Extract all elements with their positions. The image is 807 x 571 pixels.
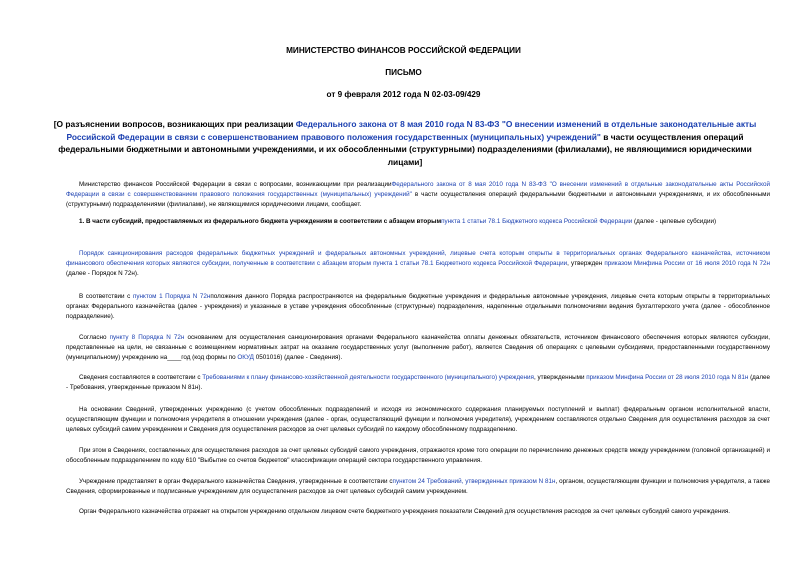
- paragraph-text: положения данного Порядка распространяются на федеральные бюджетные учреждения и федеральные автономные учреждения, лицевые счета которым открыты в территориальных органах Федерального казначейства (далее - учреждения) и указанные в уставе учреждения обособленные (структурные) подразделения, наделенные отдельными полномочиями ведения бухгалтерского учета (далее - обособленное подразделение).: [66, 293, 771, 320]
- paragraph-text: Согласно: [79, 334, 110, 341]
- document-title: [47, 118, 763, 168]
- paragraph-intro: [66, 180, 770, 210]
- point-8-order-link[interactable]: пункту 8 Порядка N 72н: [109, 334, 185, 341]
- paragraph-text: 0501016) (далее - Сведения).: [253, 354, 343, 361]
- procedure-link[interactable]: Порядок санкционирования расходов федеральных бюджетных учреждений и федеральных автономных учреждений, лицевые счета которым открыты в территориальных органах Федерального казначейства, источником финансового обеспечения которых являются субсидии, полученные в соответствии с абзацем вторым пункта 1 статьи 78.1 Бюджетного кодекса Российской Федерации: [66, 250, 770, 267]
- paragraph-text: Министерство финансов Российской Федерации в связи с вопросами, возникающими при реализации: [79, 181, 392, 188]
- paragraph-submission: [66, 477, 770, 497]
- paragraph-text: (далее - Требования, утвержденные приказом N 81н).: [66, 374, 771, 391]
- paragraph-text: , утвержден: [567, 260, 605, 267]
- paragraph-text: Сведения составляются в соответствии с: [79, 374, 203, 381]
- law-link[interactable]: Федерального закона от 8 мая 2010 года N 83-ФЗ "О внесении изменений в отдельные законодательные акты Российской Федерации в связи с совершенствованием правового положения государственных (муниципальных) учреждений": [66, 181, 771, 198]
- okud-link[interactable]: ОКУД: [237, 354, 254, 361]
- order-72n-link[interactable]: приказом Минфина России от 16 июля 2010 года N 72н: [604, 260, 770, 267]
- title-text-start: [О разъяснении вопросов, возникающих при реализации: [53, 119, 296, 129]
- section-heading: 1. В части субсидий, предоставляемых из федерального бюджета учреждениям в соответствии с абзацем вторым: [79, 218, 442, 225]
- paragraph-basis-info: На основании Сведений, утвержденных учреждению (с учетом обособленных подразделений и исходя из экономического содержания планируемых поступлений и выплат) федеральным органом исполнительной власти, осуществляющим функции и полномочия учредителя в отношении учреждения (далее - орган, осуществляющий функции и полномочия учредителя), учреждением составляются отдельно Сведения для осуществления расходов за счет целевых субсидий самим учреждением и Сведения для осуществления расходов за счет целевых субсидий по каждому обособленному подразделению.: [66, 406, 770, 433]
- ministry-heading: МИНИСТЕРСТВО ФИНАНСОВ РОССИЙСКОЙ ФЕДЕРАЦИИ: [286, 46, 521, 55]
- paragraph-text: Учреждение представляет в орган Федерального казначейства Сведения, утвержденные в соответствии с: [79, 478, 393, 485]
- title-law-link[interactable]: Федерального закона от 8 мая 2010 года N 83-ФЗ "О внесении изменений в отдельные законодательные акты Российской Федерации в связи с совершенствованием правового положения государственных (муниципальных) учреждений": [66, 119, 757, 142]
- order-81n-link[interactable]: приказом Минфина России от 28 июля 2010 года N 81н: [586, 374, 749, 381]
- paragraph-text: (далее - Порядок N 72н).: [66, 270, 139, 277]
- paragraph-text: основанием для осуществления санкционирования органами Федерального казначейства оплаты денежных обязательств, источником финансового обеспечения которых являются субсидии, представленные на цели, не связанные с возмещением нормативных затрат на оказание государственных услуг (выполнение работ), является Сведения об операциях с целевыми субсидиями, предоставленными государственному (муниципальному) учреждению на____год (код формы по: [66, 334, 770, 361]
- paragraph-text: , утвержденными: [533, 374, 587, 381]
- budget-code-link[interactable]: пункта 1 статьи 78.1 Бюджетного кодекса Российской Федерации: [441, 218, 633, 225]
- paragraph-text: (далее - целевые субсидии): [632, 218, 717, 225]
- paragraph-text: , органом, осуществляющим функции и полномочия учредителя, а также Сведения, сформированные и подписанные учреждением для осуществления расходов за счет целевых субсидий самим учреждением.: [66, 478, 770, 495]
- point-24-link[interactable]: пунктом 24 Требований, утвержденных приказом N 81н: [392, 478, 556, 485]
- paragraph-procedure: [66, 249, 770, 279]
- paragraph-basis: [66, 333, 770, 363]
- document-date-number: от 9 февраля 2012 года N 02-03-09/429: [326, 90, 481, 99]
- point-1-order-link[interactable]: пунктом 1 Порядка N 72н: [132, 293, 211, 300]
- paragraph-requirements: [66, 373, 770, 393]
- title-text-end: в части осуществления операций федеральными бюджетными и автономными учреждениями, и их обособленными (структурными) подразделениями (филиалами), не являющимися юридическими лицами]: [58, 131, 752, 167]
- paragraph-scope: [66, 292, 770, 322]
- paragraph-section-1: [66, 217, 770, 227]
- paragraph-treasury: Орган Федерального казначейства отражает на открытом учреждению отдельном лицевом счете бюджетного учреждения показатели Сведений для осуществления расходов за счет целевых субсидий самого учреждения.: [79, 508, 731, 515]
- paragraph-transfers: При этом в Сведениях, составленных для осуществления расходов за счет целевых субсидий самого учреждения, отражаются кроме того операции по перечислению денежных средств между учреждением (головной организацией) и обособленным подразделением по коду 610 "Выбытие со счетов бюджетов" классификации операций сектора государственного управления.: [66, 447, 770, 464]
- document-type: ПИСЬМО: [385, 68, 422, 77]
- requirements-link[interactable]: Требованиями к плану финансово-хозяйственной деятельности государственного (муниципального) учреждения: [202, 374, 534, 381]
- paragraph-text: В соответствии с: [79, 293, 133, 300]
- paragraph-text: в части осуществления операций федеральными бюджетными и автономными учреждениями, и их обособленными (структурными) подразделениями (филиалами), не являющимися юридическими лицами, сообщает.: [66, 191, 770, 208]
